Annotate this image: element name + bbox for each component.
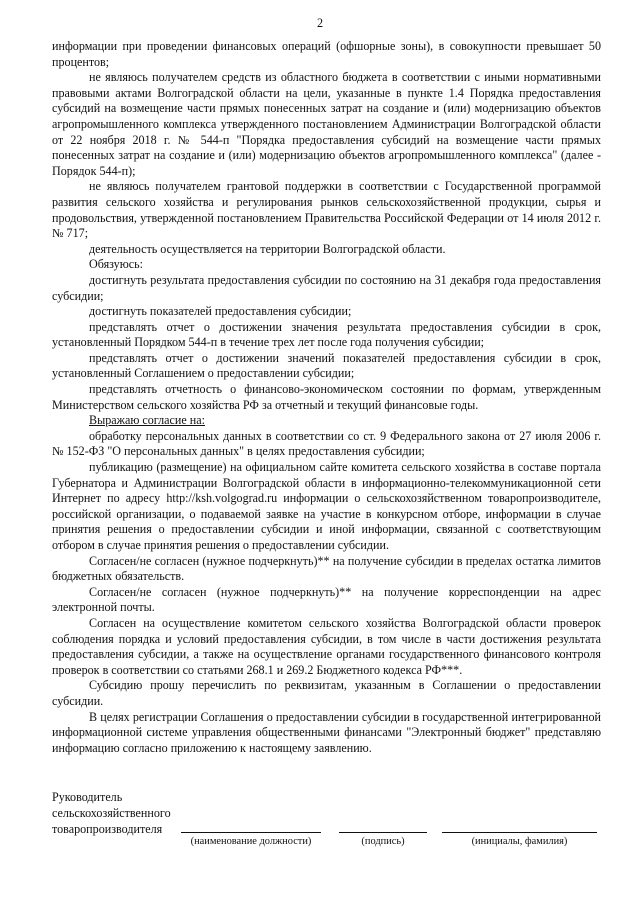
paragraph: деятельность осуществляется на территории Волгоградской области. [89,241,446,256]
paragraph [52,413,601,429]
signatory-role-line-1: Руководитель [52,790,123,804]
paragraph: достигнуть показателей предоставления субсидии; [89,304,352,319]
paragraph: обработку персональных данных в соответствии со ст. 9 Федерального закона от 27 июля 2006 г. № 152-ФЗ "О персональных данных" в целях предоставления субсидии; [52,428,601,459]
position-caption: (наименование должности) [190,836,312,847]
document-body [52,39,601,756]
paragraph: Обязуюсь: [89,257,143,272]
paragraph: В целях регистрации Соглашения о предоставлении субсидии в государственной интегрированной информационной системе управления общественными финансами "Электронный бюджет" представляю информацию согласно приложению к настоящему заявлению. [52,709,601,755]
signatory-role-line-3: товаропроизводителя [52,821,163,836]
paragraph: представлять отчет о достижении значения результата предоставления субсидии в срок, установленный Порядком 544-п в течение трех лет после года получения субсидии; [52,319,601,350]
position-signature-line [181,832,321,833]
paragraph: Субсидию прошу перечислить по реквизитам, указанным в Соглашении о предоставлении субсидии. [52,678,601,708]
signature-line [339,832,427,833]
underlined-heading: Выражаю согласие на: [89,413,205,428]
paragraph: не являюсь получателем средств из областного бюджета в соответствии с иными нормативными правовыми актами Волгоградской области на цели, указанные в пункте 1.4 Порядка предоставления субсидий на возмещение части прямых понесенных затрат на создание и (или) модернизацию объектов агропромышленного комплекса утвержденного постановлением Администрации Волгоградской области от 22 ноября 2018 г. № 544-п "Порядка предоставления субсидий на возмещение части прямых понесенных затрат на создание и (или) модернизацию объектов агропромышленного комплекса" (далее - Порядок 544-п); [52,70,601,178]
paragraph: представлять отчетность о финансово-экономическом состоянии по формам, утвержденным Министерством сельского хозяйства РФ за отчетный и текущий финансовые годы. [52,382,601,412]
page-number: 2 [316,16,324,30]
paragraph: информации при проведении финансовых операций (офшорные зоны), в совокупности превышает 50 процентов; [52,39,601,69]
initials-signature-line [442,832,597,833]
paragraph: Согласен/не согласен (нужное подчеркнуть)** на получение субсидии в пределах остатка лимитов бюджетных обязательств. [52,553,601,584]
paragraph: не являюсь получателем грантовой поддержки в соответствии с Государственной программой развития сельского хозяйства и регулирования рынков сельскохозяйственной продукции, сырья и продовольствия, утвержденной постановлением Правительства Российской Федерации от 14 июля 2012 г. № 717; [52,179,601,241]
paragraph: публикацию (размещение) на официальном сайте комитета сельского хозяйства в составе портала Губернатора и Администрации Волгоградской области в информационно-телекоммуникационной сети Интернет по адресу http://ksh.volgograd.ru информации о сельскохозяйственном товаропроизводителе, российской организации, о подаваемой заявке на участие в конкурсном отборе, информации в случае принятия решения о предоставлении субсидии и иной информации, связанной с соответствующим отбором в случае принятия решения о предоставлении субсидии. [52,460,601,552]
paragraph: достигнуть результата предоставления субсидии по состоянию на 31 декабря года предоставления субсидии; [52,272,601,303]
signatory-role-line-2: сельскохозяйственного [52,805,171,820]
initials-caption: (инициалы, фамилия) [471,836,568,847]
paragraph: представлять отчет о достижении значений показателей предоставления субсидии в срок, установленный Соглашением о предоставлении субсидии; [52,350,601,381]
signature-block [52,790,612,837]
signature-caption: (подпись) [361,836,405,847]
paragraph: Согласен/не согласен (нужное подчеркнуть)** на получение корреспонденции на адрес электронной почты. [52,584,601,615]
paragraph: Согласен на осуществление комитетом сельского хозяйства Волгоградской области проверок соблюдения порядка и условий предоставления субсидии, в том числе в части достижения результата предоставления субсидии, а также на осуществление органами государственного финансового контроля проверок в соответствии со статьями 268.1 и 269.2 Бюджетного кодекса РФ***. [52,615,601,677]
